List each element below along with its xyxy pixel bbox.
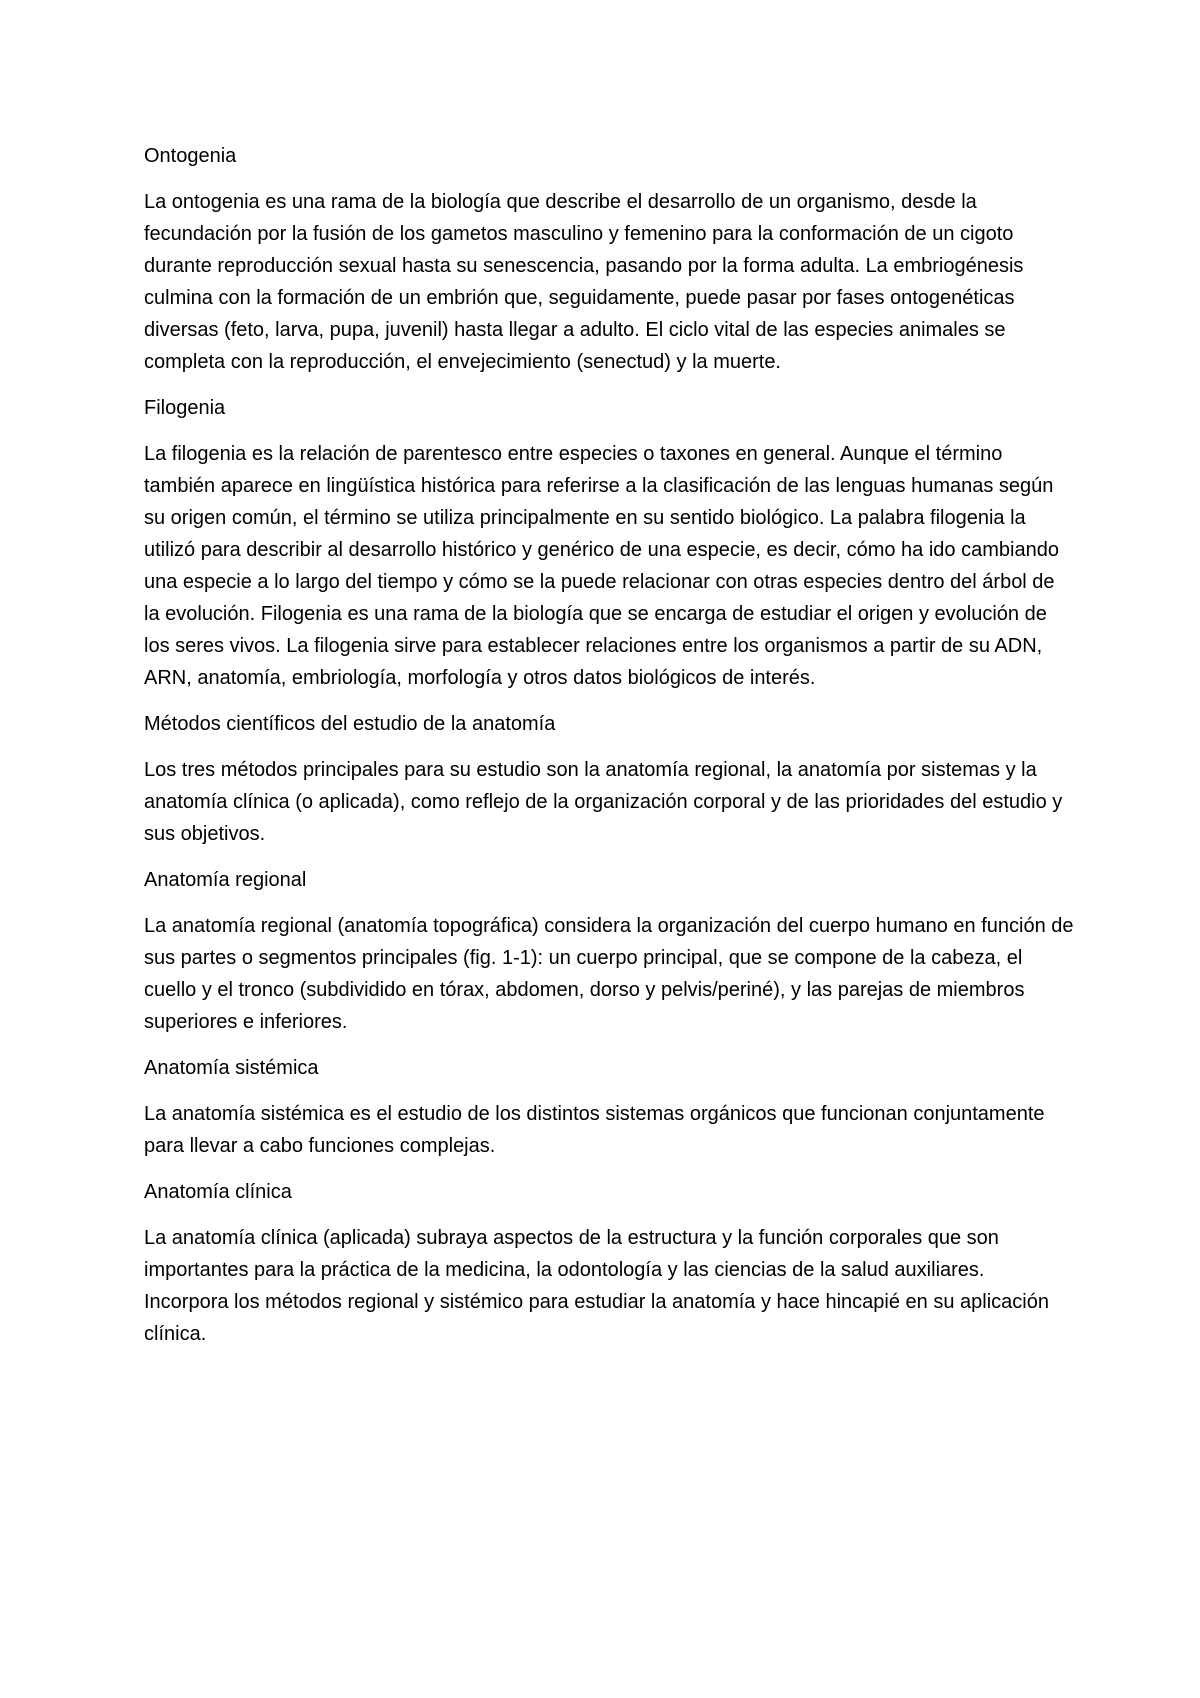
section-body-anatomia-clinica: La anatomía clínica (aplicada) subraya aspectos de la estructura y la función corporales que son importantes para la práctica de la medicina, la odontología y las ciencias de la salud auxiliares. Incorpora los métodos regional y sistémico para estudiar la anatomía y hace hincapié en su aplicación clínica. bbox=[144, 1227, 1049, 1345]
document-content bbox=[144, 140, 1074, 1364]
section-body-anatomia-sistemica: La anatomía sistémica es el estudio de los distintos sistemas orgánicos que funcionan conjuntamente para llevar a cabo funciones complejas. bbox=[144, 1103, 1045, 1157]
section-heading-filogenia: Filogenia bbox=[144, 397, 226, 419]
section-heading-metodos: Métodos científicos del estudio de la anatomía bbox=[144, 713, 556, 735]
section-heading-anatomia-regional: Anatomía regional bbox=[144, 869, 307, 891]
section-body-metodos: Los tres métodos principales para su estudio son la anatomía regional, la anatomía por sistemas y la anatomía clínica (o aplicada), como reflejo de la organización corporal y de las prioridades del estudio y sus objetivos. bbox=[144, 759, 1063, 845]
section-heading-anatomia-clinica: Anatomía clínica bbox=[144, 1181, 292, 1203]
section-body-ontogenia: La ontogenia es una rama de la biología que describe el desarrollo de un organismo, desde la fecundación por la fusión de los gametos masculino y femenino para la conformación de un cigoto durante reproducción sexual hasta su senescencia, pasando por la forma adulta. La embriogénesis culmina con la formación de un embrión que, seguidamente, puede pasar por fases ontogenéticas diversas (feto, larva, pupa, juvenil) hasta llegar a adulto. El ciclo vital de las especies animales se completa con la reproducción, el envejecimiento (senectud) y la muerte. bbox=[144, 191, 1024, 373]
section-heading-ontogenia: Ontogenia bbox=[144, 145, 237, 167]
section-body-anatomia-regional: La anatomía regional (anatomía topográfica) considera la organización del cuerpo humano en función de sus partes o segmentos principales (fig. 1-1): un cuerpo principal, que se compone de la cabeza, el cuello y el tronco (subdividido en tórax, abdomen, dorso y pelvis/periné), y las parejas de miembros superiores e inferiores. bbox=[144, 915, 1074, 1033]
section-body-filogenia: La filogenia es la relación de parentesco entre especies o taxones en general. Aunque el término también aparece en lingüística histórica para referirse a la clasificación de las lenguas humanas según su origen común, el término se utiliza principalmente en su sentido biológico. La palabra filogenia la utilizó para describir al desarrollo histórico y genérico de una especie, es decir, cómo ha ido cambiando una especie a lo largo del tiempo y cómo se la puede relacionar con otras especies dentro del árbol de la evolución. Filogenia es una rama de la biología que se encarga de estudiar el origen y evolución de los seres vivos. La filogenia sirve para establecer relaciones entre los organismos a partir de su ADN, ARN, anatomía, embriología, morfología y otros datos biológicos de interés. bbox=[144, 443, 1059, 689]
section-heading-anatomia-sistemica: Anatomía sistémica bbox=[144, 1057, 319, 1079]
